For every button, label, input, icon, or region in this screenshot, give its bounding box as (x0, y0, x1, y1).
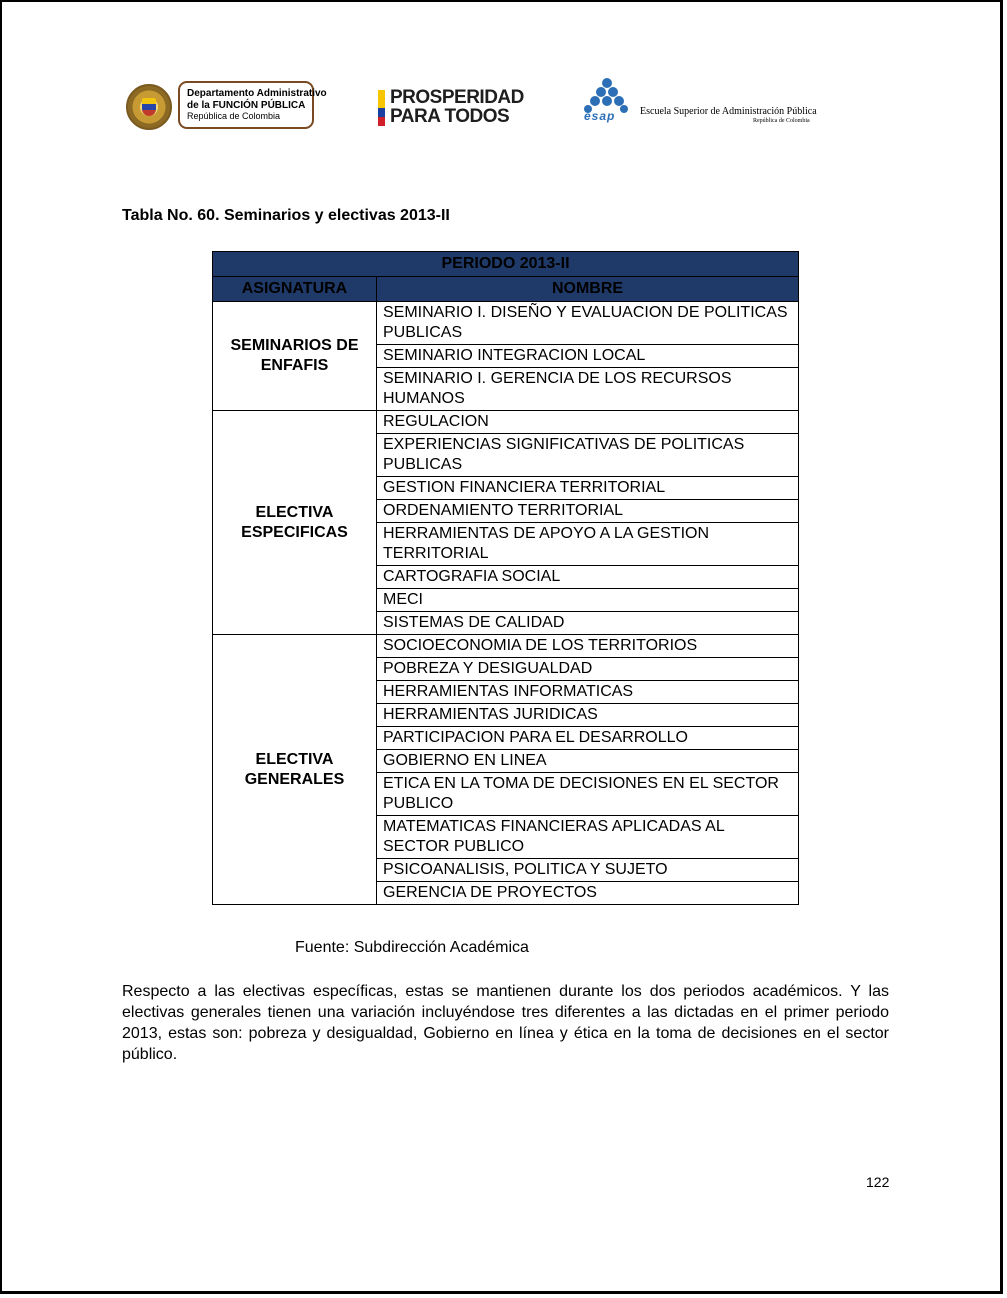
column-header-nombre: NOMBRE (377, 277, 799, 302)
course-name-cell: SOCIOECONOMIA DE LOS TERRITORIOS (377, 635, 799, 658)
course-name-cell: SISTEMAS DE CALIDAD (377, 612, 799, 635)
dafp-line-1: Departamento Administrativo (187, 88, 327, 99)
table-row (213, 302, 799, 345)
prosperidad-text (390, 88, 524, 126)
course-name-cell: ETICA EN LA TOMA DE DECISIONES EN EL SECTOR PUBLICO (377, 773, 799, 816)
period-header: PERIODO 2013-II (213, 252, 799, 277)
course-name-cell: REGULACION (377, 411, 799, 434)
dafp-line-2: de la FUNCIÓN PÚBLICA (187, 99, 306, 111)
dafp-line-3: República de Colombia (187, 111, 281, 121)
course-name-cell: EXPERIENCIAS SIGNIFICATIVAS DE POLITICAS PUBLICAS (377, 434, 799, 477)
table-caption: Tabla No. 60. Seminarios y electivas 2013-II (122, 207, 450, 224)
course-name-cell: HERRAMIENTAS INFORMATICAS (377, 681, 799, 704)
page-number: 122 (866, 1174, 890, 1190)
course-name-cell: GOBIERNO EN LINEA (377, 750, 799, 773)
prosperidad-line-2: PARA TODOS (390, 106, 510, 127)
course-name-cell: HERRAMIENTAS DE APOYO A LA GESTION TERRITORIAL (377, 523, 799, 566)
flag-bar-icon (378, 90, 385, 126)
group-name-cell: SEMINARIOS DE ENFAFIS (213, 302, 377, 411)
esap-logo (582, 76, 822, 128)
column-header-asignatura: ASIGNATURA (213, 277, 377, 302)
course-name-cell: POBREZA Y DESIGUALDAD (377, 658, 799, 681)
course-name-cell: PARTICIPACION PARA EL DESARROLLO (377, 727, 799, 750)
course-name-cell: HERRAMIENTAS JURIDICAS (377, 704, 799, 727)
table-row (213, 635, 799, 658)
dafp-logo (126, 81, 327, 135)
seminars-table (212, 251, 799, 905)
course-name-cell: GESTION FINANCIERA TERRITORIAL (377, 477, 799, 500)
prosperidad-logo (378, 88, 538, 128)
group-name-cell: ELECTIVA GENERALES (213, 635, 377, 905)
course-name-cell: MATEMATICAS FINANCIERAS APLICADAS AL SECTOR PUBLICO (377, 816, 799, 859)
course-name-cell: GERENCIA DE PROYECTOS (377, 882, 799, 905)
esap-wordmark: esap (584, 109, 616, 123)
course-name-cell: PSICOANALISIS, POLITICA Y SUJETO (377, 859, 799, 882)
group-name-cell: ELECTIVA ESPECIFICAS (213, 411, 377, 635)
course-name-cell: SEMINARIO INTEGRACION LOCAL (377, 345, 799, 368)
course-name-cell: CARTOGRAFIA SOCIAL (377, 566, 799, 589)
course-name-cell: SEMINARIO I. DISEÑO Y EVALUACION DE POLITICAS PUBLICAS (377, 302, 799, 345)
body-paragraph: Respecto a las electivas específicas, estas se mantienen durante los dos periodos académicos. Y las electivas generales tienen una variación incluyéndose tres diferentes a las dictadas en el primer periodo 2013, estas son: pobreza y desigualdad, Gobierno en línea y ética en la toma de decisiones en el sector público. (122, 983, 889, 1063)
table-row (213, 411, 799, 434)
prosperidad-line-1: PROSPERIDAD (390, 87, 524, 108)
esap-name: Escuela Superior de Administración Pública (640, 106, 817, 117)
course-name-cell: SEMINARIO I. GERENCIA DE LOS RECURSOS HUMANOS (377, 368, 799, 411)
course-name-cell: ORDENAMIENTO TERRITORIAL (377, 500, 799, 523)
table-body (213, 302, 799, 905)
table-source: Fuente: Subdirección Académica (295, 939, 529, 956)
course-name-cell: MECI (377, 589, 799, 612)
dafp-label-box (178, 81, 327, 129)
esap-subtitle: República de Colombia (753, 118, 810, 124)
colombia-seal-icon (126, 84, 172, 130)
